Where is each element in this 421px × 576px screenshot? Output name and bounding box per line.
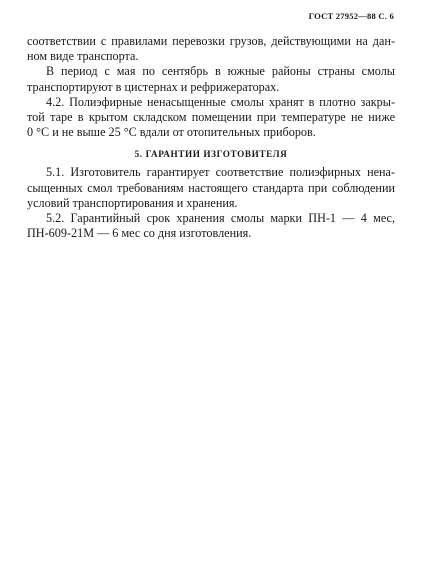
text-line: 5.1. Изготовитель гарантирует соответствие полиэфирных нена- — [46, 165, 395, 180]
page-body — [27, 34, 395, 241]
text-line: В период с мая по сентябрь в южные районы страны смолы — [46, 64, 395, 79]
text-line: 5.2. Гарантийный срок хранения смолы марки ПН-1 — 4 мес, — [46, 210, 395, 225]
text-line: сыщенных смол требованиям настоящего стандарта при соблюдении — [27, 180, 395, 195]
page-header: ГОСТ 27952—88 С. 6 — [308, 11, 394, 21]
text-line: ПН-609-21М — 6 мес со дня изготовления. — [27, 226, 252, 241]
text-line: ном виде транспорта. — [27, 49, 139, 64]
text-line: транспортируют в цистернах и рефрижераторах. — [27, 79, 280, 94]
paragraph-5-2-shelf-life — [27, 211, 395, 241]
paragraph-transport-rules — [27, 34, 395, 64]
text-line: 4.2. Полиэфирные ненасыщенные смолы хранят в плотно закры- — [46, 94, 395, 109]
paragraph-4-2-storage — [27, 95, 395, 141]
text-line: условий транспортирования и хранения. — [27, 195, 238, 210]
text-line: 0 °С и не выше 25 °С вдали от отопительных приборов. — [27, 125, 316, 140]
text-line: той таре в крытом складском помещении при температуре не ниже — [27, 109, 395, 124]
paragraph-summer-transport — [27, 64, 395, 94]
text-line: соответствии с правилами перевозки грузов, действующими на дан- — [27, 34, 395, 48]
paragraph-5-1-guarantee — [27, 165, 395, 211]
section-heading: 5. ГАРАНТИИ ИЗГОТОВИТЕЛЯ — [134, 149, 288, 160]
